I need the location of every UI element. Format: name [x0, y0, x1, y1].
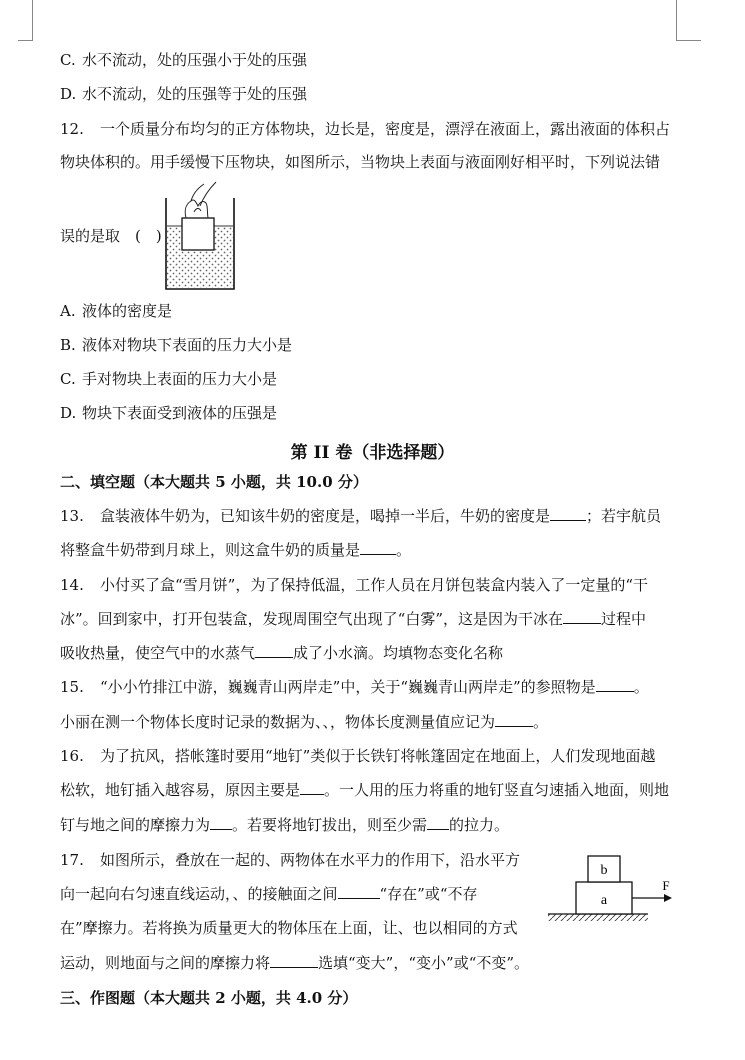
q11-option-d	[60, 84, 307, 104]
question-text: 小丽在测一个物体长度时记录的数据为、、，物体长度测量值应记为	[60, 713, 496, 731]
question-text: 将整盒牛奶带到月球上，则这盒牛奶的质量是	[60, 541, 361, 559]
option-text: 液体对物块下表面的压力大小是	[82, 336, 293, 354]
question-text: 冰”。回到家中，打开包装盒，发现周围空气出现了“白雾”，这是因为干冰在	[60, 610, 564, 628]
crop-mark-top-left	[18, 0, 33, 41]
answer-blank[interactable]	[338, 884, 380, 899]
q11-option-c	[60, 50, 307, 70]
question-text: 过程中	[601, 610, 647, 628]
q14-line-1	[60, 575, 648, 595]
q16-line-1	[60, 746, 655, 766]
answer-blank[interactable]	[563, 609, 601, 624]
question-text: “小小竹排江中游，巍巍青山两岸走”中，关于“巍巍青山两岸走”的参照物是	[100, 678, 596, 696]
question-text: 盒装液体牛奶为，已知该牛奶的密度是，喝掉一半后，牛奶的密度是	[100, 507, 551, 525]
q15-line-2	[60, 712, 548, 732]
q12-option-b	[60, 335, 292, 355]
block-b-label: b	[600, 863, 608, 878]
q15-line-1	[60, 677, 649, 697]
q14-line-2	[60, 609, 646, 629]
option-text: 物块下表面受到液体的压强是	[82, 404, 278, 422]
question-number: 14.	[60, 576, 84, 594]
question-number: 16.	[60, 747, 84, 765]
block-a-label: a	[600, 893, 608, 908]
question-number: 15.	[60, 678, 84, 696]
question-text: 钉与地之间的摩擦力为	[60, 816, 211, 834]
q16-line-3	[60, 815, 509, 835]
q16-line-2	[60, 780, 669, 800]
question-text: 。若要将地钉拔出，则至少需	[232, 816, 428, 834]
question-text: 。一人用的压力将重的地钉竖直匀速插入地面，则地	[324, 781, 670, 799]
option-text: 手对物块上表面的压力大小是	[82, 370, 278, 388]
q12-figure	[160, 176, 242, 292]
answer-blank[interactable]	[596, 677, 634, 692]
question-text: 小付买了盒“雪月饼”，为了保持低温，工作人员在月饼包装盒内装入了一定量的“干	[100, 576, 649, 594]
q17-line-4	[60, 953, 529, 973]
option-label: C.	[60, 51, 76, 69]
question-text: 成了小水滴。均填物态变化名称	[293, 644, 504, 662]
question-text: “存在”或“不存	[379, 885, 478, 903]
q12-option-a	[60, 301, 172, 321]
section-title: 第 II 卷（非选择题）	[290, 443, 455, 463]
question-text: 向一起向右匀速直线运动，、的接触面之间	[60, 885, 338, 903]
q12-option-c	[60, 369, 277, 389]
force-label: F	[662, 878, 670, 893]
question-text: 吸收热量，使空气中的水蒸气	[60, 644, 256, 662]
q17-line-2	[60, 884, 478, 904]
option-label: D.	[60, 404, 77, 422]
question-number: 12.	[60, 120, 84, 138]
fill-blank-header: 二、填空题（本大题共 5 小题，共 10.0 分）	[60, 473, 368, 491]
question-text: 为了抗风，搭帐篷时要用“地钉”类似于长铁钉将帐篷固定在地面上，人们发现地面越	[100, 747, 656, 765]
question-text: 的拉力。	[449, 816, 510, 834]
answer-blank[interactable]	[550, 506, 586, 521]
answer-blank[interactable]	[300, 780, 324, 795]
q12-line-3: 误的是取 ( )	[60, 227, 162, 245]
crop-mark-top-right	[676, 0, 701, 41]
q12-line-1	[60, 119, 670, 139]
ground-hatch	[548, 914, 648, 921]
question-text: ；若宇航员	[586, 507, 662, 525]
question-text: 选填“变大”，“变小”或“不变”。	[318, 954, 530, 972]
answer-blank[interactable]	[210, 815, 232, 830]
cube-block	[182, 218, 214, 250]
q13-line-2	[60, 540, 411, 560]
option-text: 水不流动，处的压强等于处的压强	[82, 85, 308, 103]
q12-option-d	[60, 403, 277, 423]
question-text: 一个质量分布均匀的正方体物块，边长是，密度是，漂浮在液面上，露出液面的体积占	[100, 120, 671, 138]
answer-blank[interactable]	[270, 953, 318, 968]
option-text: 液体的密度是	[82, 302, 173, 320]
answer-blank[interactable]	[495, 712, 533, 727]
option-label: A.	[60, 302, 76, 320]
q14-line-3	[60, 643, 503, 663]
option-label: B.	[60, 336, 76, 354]
question-text: 。	[533, 713, 549, 731]
option-text: 水不流动，处的压强小于处的压强	[82, 51, 308, 69]
q12-line-2: 物块体积的。用手缓慢下压物块，如图所示，当物块上表面与液面刚好相平时，下列说法错	[60, 153, 661, 171]
option-label: D.	[60, 85, 77, 103]
question-text: 运动，则地面与之间的摩擦力将	[60, 954, 271, 972]
q17-line-1	[60, 850, 520, 870]
question-number: 17.	[60, 851, 84, 869]
force-arrow-head	[664, 894, 672, 902]
drawing-section-header: 三、作图题（本大题共 2 小题，共 4.0 分）	[60, 989, 358, 1007]
hand-icon	[185, 182, 216, 218]
q17-line-3: 在”摩擦力。若将换为质量更大的物体压在上面，让、也以相同的方式	[60, 919, 518, 937]
question-text: 。	[633, 678, 649, 696]
question-text: 松软，地钉插入越容易，原因主要是	[60, 781, 301, 799]
question-text: 。	[396, 541, 412, 559]
question-number: 13.	[60, 507, 84, 525]
q17-figure	[540, 852, 675, 924]
question-text: 如图所示，叠放在一起的、两物体在水平力的作用下，沿水平方	[100, 851, 521, 869]
q13-line-1	[60, 506, 661, 526]
answer-blank[interactable]	[427, 815, 449, 830]
answer-blank[interactable]	[255, 643, 293, 658]
answer-blank[interactable]	[360, 540, 396, 555]
option-label: C.	[60, 370, 76, 388]
